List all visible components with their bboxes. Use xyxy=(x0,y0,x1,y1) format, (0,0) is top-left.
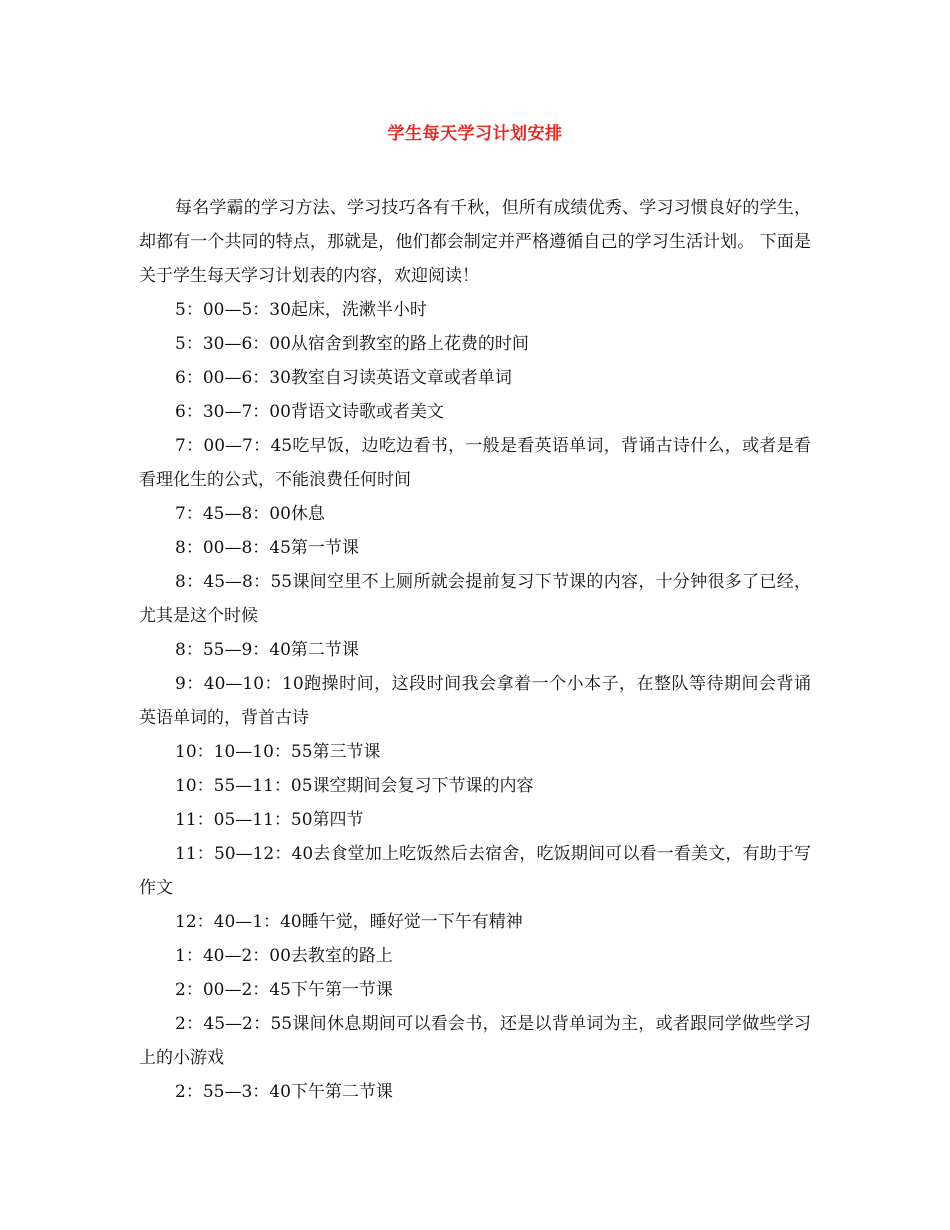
intro-paragraph: 每名学霸的学习方法、学习技巧各有千秋，但所有成绩优秀、学习习惯良好的学生，却都有一个共同的特点，那就是，他们都会制定并严格遵循自己的学习生活计划。 下面是关于学生每天学习计划表的内容，欢迎阅读！ xyxy=(139,198,811,286)
schedule-item: 2：55—3：40下午第二节课 xyxy=(175,1082,393,1102)
schedule-item: 5：00—5：30起床，洗漱半小时 xyxy=(175,300,427,320)
schedule-item: 7：45—8：00休息 xyxy=(175,504,325,524)
schedule-item: 8：55—9：40第二节课 xyxy=(175,640,359,660)
schedule-item: 6：30—7：00背语文诗歌或者美文 xyxy=(175,402,444,422)
schedule-item: 12：40—1：40睡午觉，睡好觉一下午有精神 xyxy=(175,912,523,932)
schedule-item: 2：00—2：45下午第一节课 xyxy=(175,980,393,1000)
document-title: 学生每天学习计划安排 xyxy=(387,124,563,144)
schedule-item: 2：45—2：55课间休息期间可以看会书，还是以背单词为主，或者跟同学做些学习上的小游戏 xyxy=(139,1014,811,1068)
schedule-item: 8：45—8：55课间空里不上厕所就会提前复习下节课的内容，十分钟很多了已经，尤其是这个时候 xyxy=(139,572,811,626)
schedule-item: 1：40—2：00去教室的路上 xyxy=(175,946,393,966)
document-body xyxy=(139,191,811,1109)
schedule-item: 11：50—12：40去食堂加上吃饭然后去宿舍，吃饭期间可以看一看美文，有助于写作文 xyxy=(139,844,811,898)
schedule-item: 11：05—11：50第四节 xyxy=(175,810,364,830)
schedule-item: 9：40—10：10跑操时间，这段时间我会拿着一个小本子，在整队等待期间会背诵英语单词的，背首古诗 xyxy=(139,674,811,728)
schedule-item: 7：00—7：45吃早饭，边吃边看书，一般是看英语单词，背诵古诗什么，或者是看看理化生的公式，不能浪费任何时间 xyxy=(139,436,811,490)
schedule-item: 8：00—8：45第一节课 xyxy=(175,538,359,558)
schedule-item: 10：10—10：55第三节课 xyxy=(175,742,381,762)
schedule-item: 6：00—6：30教室自习读英语文章或者单词 xyxy=(175,368,512,388)
schedule-item: 5：30—6：00从宿舍到教室的路上花费的时间 xyxy=(175,334,529,354)
schedule-item: 10：55—11：05课空期间会复习下节课的内容 xyxy=(175,776,534,796)
